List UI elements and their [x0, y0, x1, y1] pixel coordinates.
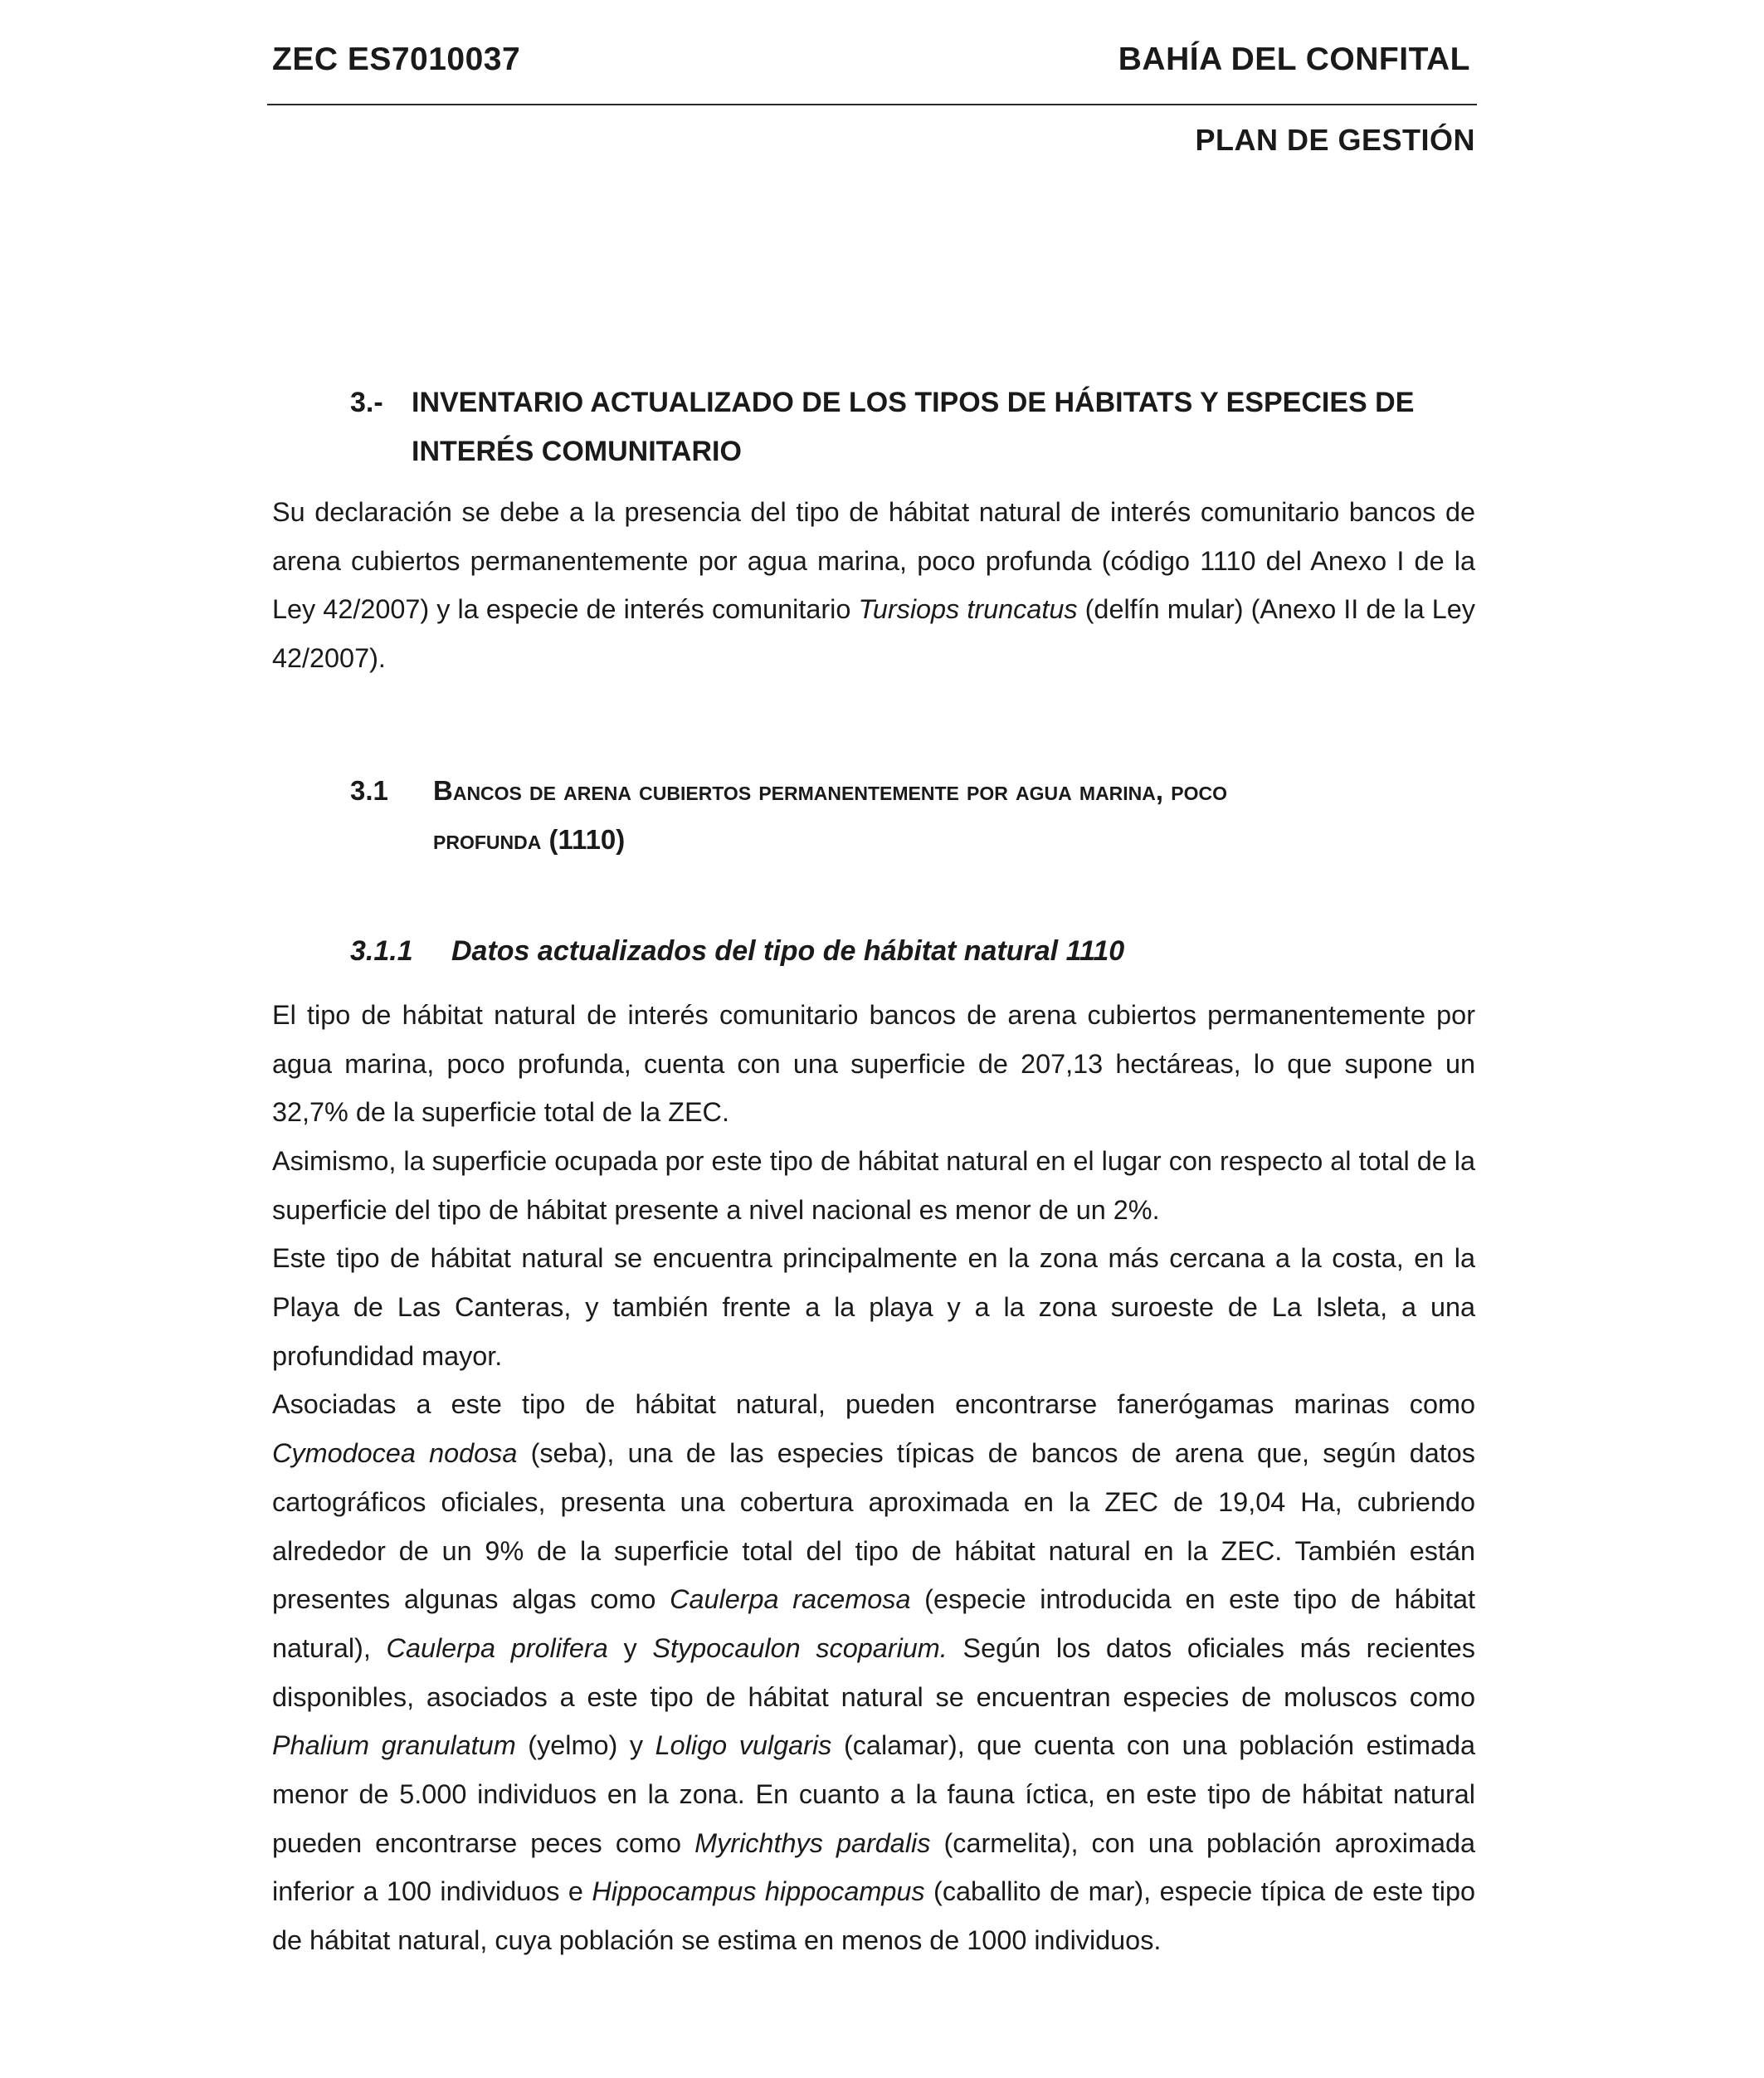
document-body: [272, 378, 1475, 1965]
p4-species-2: Caulerpa racemosa: [670, 1584, 911, 1615]
p4-text-9: (caballito de mar), especie típica de este tipo de hábitat natural, cuya población se estima en menos de 1000 individuos.: [272, 1876, 1475, 1956]
section-3-number: 3.-: [350, 387, 383, 418]
header-document-type: PLAN DE GESTIÓN: [1195, 123, 1475, 157]
paragraph-3: Este tipo de hábitat natural se encuentra principalmente en la zona más cercana a la costa, en la Playa de Las Canteras, y también frente a la playa y a la zona suroeste de La Isleta, a una profundidad mayor.: [272, 1243, 1475, 1371]
p4-species-4: Stypocaulon scoparium.: [652, 1632, 948, 1663]
intro-text-1: Su declaración se debe a la presencia del tipo de hábitat natural de interés comunitario bancos de arena cubiertos permanentemente por agua marina, poco profunda (código 1110 del Anexo I de la Ley 42/2007) y la especie de interés comunitario: [272, 497, 1475, 625]
p4-species-6: Loligo vulgaris: [655, 1730, 832, 1761]
section-3-title: [412, 378, 1475, 476]
intro-text-2: (delfín mular) (Anexo II de la Ley 42/2007).: [272, 594, 1476, 674]
p4-species-7: Myrichthys pardalis: [694, 1827, 931, 1858]
section-3-1-heading: [350, 766, 1475, 864]
section-3-1-title-line1: Bancos de arena cubiertos permanentemente por agua marina, poco: [433, 774, 1227, 806]
paragraph-4: [272, 1380, 1475, 1964]
p4-text-5: Según los datos oficiales más recientes disponibles, asociados a este tipo de hábitat natural se encuentran especies de moluscos como: [272, 1632, 1475, 1712]
section-3-1-title-code: (1110): [541, 823, 626, 855]
p4-species-3: Caulerpa prolifera: [386, 1632, 608, 1663]
section-3-1-1-title: Datos actualizados del tipo de hábitat natural 1110: [451, 934, 1125, 967]
paragraph-1: El tipo de hábitat natural de interés comunitario bancos de arena cubiertos permanentemente por agua marina, poco profunda, cuenta con una superficie de 207,13 hectáreas, lo que supone un 32,7% de la superficie total de la ZEC.: [272, 999, 1475, 1128]
p4-species-8: Hippocampus hippocampus: [592, 1876, 925, 1907]
p4-text-7: (calamar), que cuenta con una población estimada menor de 5.000 individuos en la zona. En cuanto a la fauna íctica, en este tipo de hábitat natural pueden encontrarse peces como: [272, 1730, 1476, 1858]
section-3-intro-paragraph: [272, 488, 1475, 683]
p4-species-5: Phalium granulatum: [272, 1730, 516, 1761]
header-site-code: ZEC ES7010037: [272, 41, 521, 77]
intro-species-1: Tursiops truncatus: [858, 594, 1078, 625]
p4-text-4: y: [607, 1632, 653, 1663]
section-3-1-1-heading: [350, 927, 1475, 976]
section-3-title-line2: INTERÉS COMUNITARIO: [412, 436, 742, 467]
p4-text-8: (carmelita), con una población aproximada inferior a 100 individuos e: [272, 1827, 1475, 1907]
p4-species-1: Cymodocea nodosa: [272, 1438, 518, 1469]
p4-text-1: Asociadas a este tipo de hábitat natural, pueden encontrarse fanerógamas marinas como: [272, 1389, 1475, 1420]
section-3-1-title-line2: profunda: [433, 823, 542, 855]
section-3-1-title: [433, 766, 1475, 864]
p4-text-6: (yelmo) y: [515, 1730, 655, 1761]
section-3-heading: [350, 378, 1475, 476]
p4-text-3: (especie introducida en este tipo de hábitat natural),: [272, 1584, 1475, 1663]
section-3-title-line1: INVENTARIO ACTUALIZADO DE LOS TIPOS DE HÁBITATS Y ESPECIES DE: [412, 387, 1415, 418]
p4-text-2: (seba), una de las especies típicas de bancos de arena que, según datos cartográficos oficiales, presenta una cobertura aproximada en la ZEC de 19,04 Ha, cubriendo alrededor de un 9% de la superficie total del tipo de hábitat natural en la ZEC. También están presentes algunas algas como: [272, 1438, 1475, 1615]
header-site-name: BAHÍA DEL CONFITAL: [1118, 41, 1470, 77]
header-rule: [267, 104, 1477, 105]
section-3-1-1-number: 3.1.1: [350, 934, 413, 967]
paragraph-2: Asimismo, la superficie ocupada por este tipo de hábitat natural en el lugar con respecto al total de la superficie del tipo de hábitat presente a nivel nacional es menor de un 2%.: [272, 1145, 1475, 1225]
section-3-1-number: 3.1: [350, 774, 388, 806]
